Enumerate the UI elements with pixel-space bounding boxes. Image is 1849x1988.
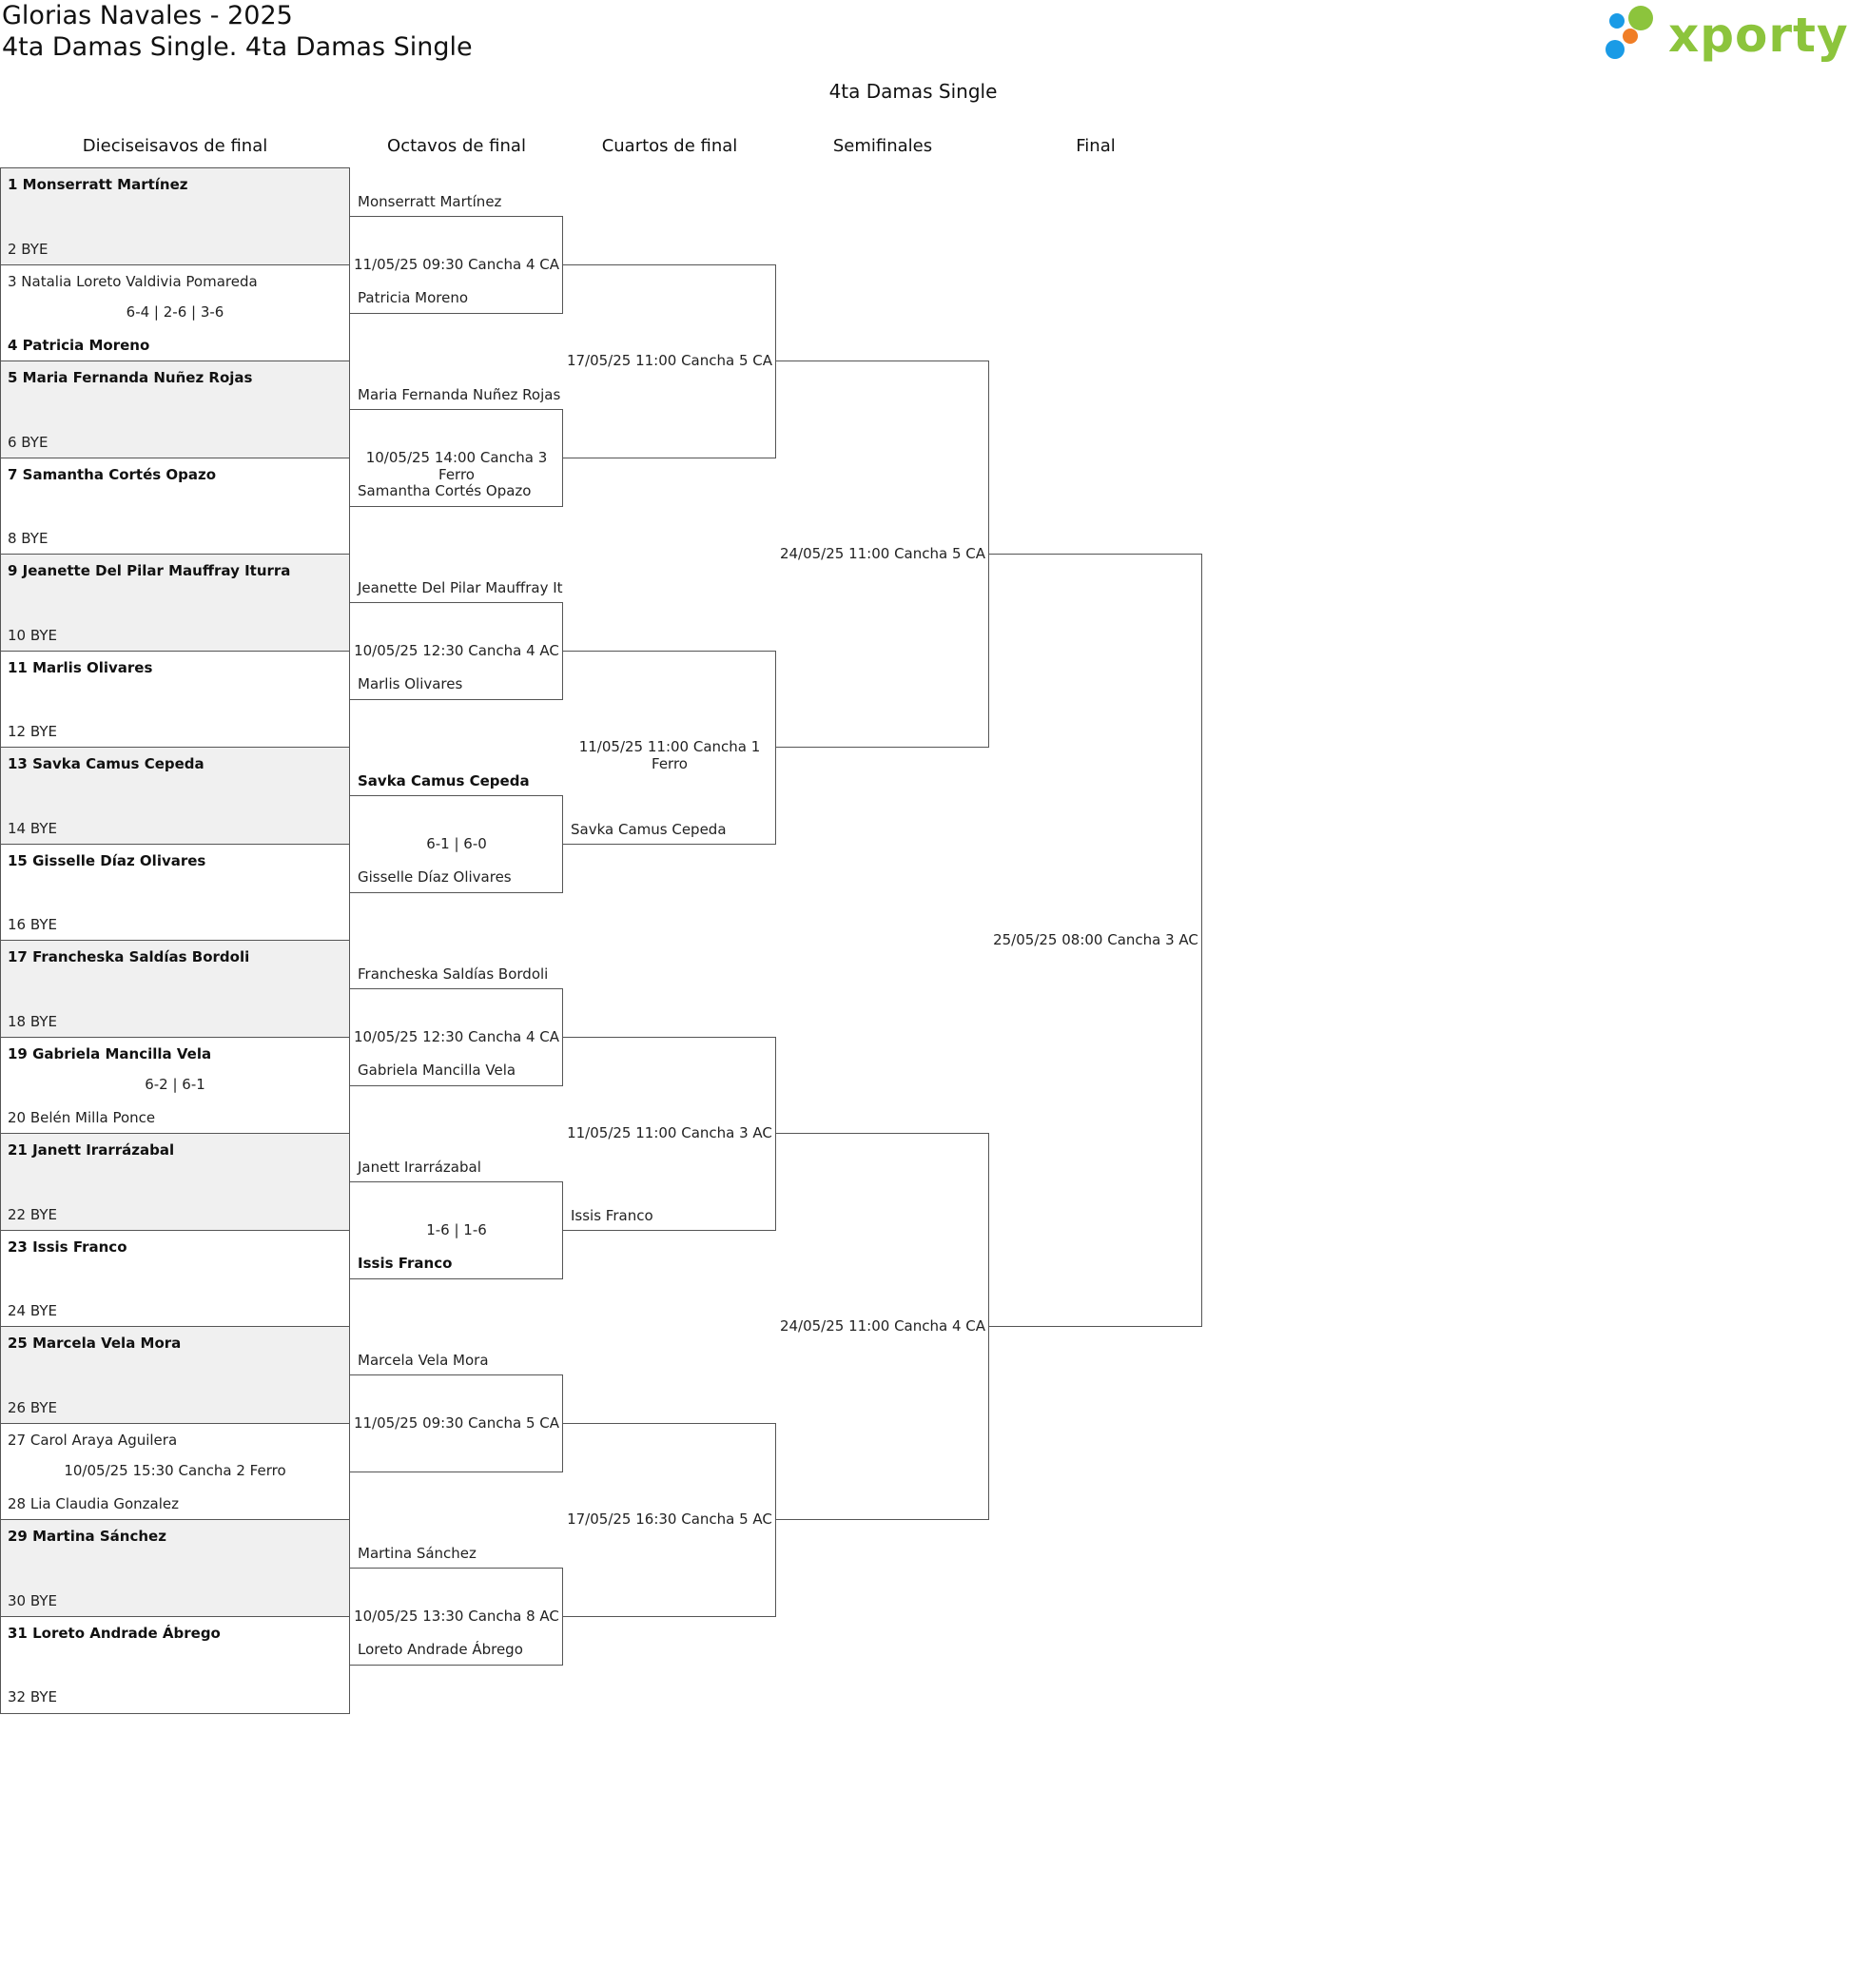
r8-player-bottom[interactable]: Loreto Andrade Ábrego [358, 1641, 523, 1658]
qf-match-info: 11/05/25 11:00 Cancha 1 Ferro [578, 738, 761, 772]
player-top[interactable]: 1 Monserratt Martínez [8, 176, 188, 193]
qf-player-bottom[interactable]: Issis Franco [571, 1207, 653, 1224]
sf-match-info: 24/05/25 11:00 Cancha 5 CA [779, 545, 986, 562]
player-bottom[interactable]: 14 BYE [8, 820, 57, 837]
player-top[interactable]: 9 Jeanette Del Pilar Mauffray Iturra [8, 562, 291, 579]
r8-player-bottom[interactable]: Samantha Cortés Opazo [358, 482, 532, 499]
r8-player-top[interactable]: Marcela Vela Mora [358, 1352, 489, 1369]
logo-dot-blue-large [1606, 40, 1625, 59]
player-top[interactable]: 27 Carol Araya Aguilera [8, 1432, 178, 1449]
player-bottom[interactable]: 24 BYE [8, 1302, 57, 1319]
player-top[interactable]: 13 Savka Camus Cepeda [8, 755, 204, 772]
player-bottom[interactable]: 6 BYE [8, 434, 49, 451]
r8-match-info: 11/05/25 09:30 Cancha 4 CA [353, 256, 560, 273]
r8-player-top[interactable]: Monserratt Martínez [358, 193, 502, 210]
logo-dot-orange [1623, 29, 1638, 44]
qf-player-bottom[interactable]: Savka Camus Cepeda [571, 821, 727, 838]
match-info: 6-2 | 6-1 [145, 1076, 205, 1093]
player-top[interactable]: 11 Marlis Olivares [8, 659, 153, 676]
match-info: 6-4 | 2-6 | 3-6 [126, 303, 224, 321]
player-bottom[interactable]: 8 BYE [8, 530, 49, 547]
player-bottom[interactable]: 30 BYE [8, 1592, 57, 1609]
player-top[interactable]: 23 Issis Franco [8, 1238, 127, 1256]
player-top[interactable]: 31 Loreto Andrade Ábrego [8, 1625, 221, 1642]
player-bottom[interactable]: 22 BYE [8, 1206, 57, 1223]
r8-match-info: 1-6 | 1-6 [426, 1221, 487, 1238]
player-top[interactable]: 19 Gabriela Mancilla Vela [8, 1045, 212, 1062]
r8-player-top[interactable]: Savka Camus Cepeda [358, 772, 530, 789]
logo-dot-blue-small [1609, 13, 1625, 29]
player-top[interactable]: 29 Martina Sánchez [8, 1528, 166, 1545]
r8-player-bottom[interactable]: Marlis Olivares [358, 675, 463, 692]
xporty-logo [1606, 0, 1849, 67]
r8-match-info: 10/05/25 12:30 Cancha 4 CA [353, 1028, 560, 1045]
sf-match-info: 24/05/25 11:00 Cancha 4 CA [779, 1317, 986, 1335]
r8-player-top[interactable]: Janett Irarrázabal [358, 1159, 481, 1176]
player-top[interactable]: 21 Janett Irarrázabal [8, 1141, 175, 1159]
player-bottom[interactable]: 2 BYE [8, 241, 49, 258]
r8-match-info: 10/05/25 12:30 Cancha 4 AC [354, 642, 559, 659]
r8-match-info: 10/05/25 14:00 Cancha 3 Ferro [365, 449, 548, 483]
qf-match-info: 17/05/25 16:30 Cancha 5 AC [567, 1510, 772, 1528]
round-header-r16: Dieciseisavos de final [82, 136, 268, 156]
player-top[interactable]: 5 Maria Fernanda Nuñez Rojas [8, 369, 253, 386]
player-bottom[interactable]: 10 BYE [8, 627, 57, 644]
tournament-title: Glorias Navales - 2025 [2, 1, 293, 30]
r8-player-top[interactable]: Jeanette Del Pilar Mauffray It [358, 579, 563, 596]
player-bottom[interactable]: 28 Lia Claudia Gonzalez [8, 1495, 179, 1512]
category-title: 4ta Damas Single. 4ta Damas Single [2, 32, 473, 62]
player-bottom[interactable]: 20 Belén Milla Ponce [8, 1109, 156, 1126]
player-bottom[interactable]: 32 BYE [8, 1688, 57, 1705]
player-top[interactable]: 15 Gisselle Díaz Olivares [8, 852, 206, 869]
r8-player-top[interactable]: Maria Fernanda Nuñez Rojas [358, 386, 561, 403]
player-top[interactable]: 17 Francheska Saldías Bordoli [8, 948, 250, 965]
r8-player-bottom[interactable]: Gabriela Mancilla Vela [358, 1062, 516, 1079]
player-top[interactable]: 25 Marcela Vela Mora [8, 1335, 182, 1352]
player-bottom[interactable]: 12 BYE [8, 723, 57, 740]
round-header-r8: Octavos de final [387, 136, 526, 156]
logo-dot-green [1628, 6, 1653, 30]
player-bottom[interactable]: 26 BYE [8, 1399, 57, 1416]
round-header-qf: Cuartos de final [601, 136, 738, 156]
player-top[interactable]: 7 Samantha Cortés Opazo [8, 466, 217, 483]
player-top[interactable]: 3 Natalia Loreto Valdivia Pomareda [8, 273, 258, 290]
round-header-final: Final [1076, 136, 1116, 156]
final-match-info: 25/05/25 08:00 Cancha 3 AC [993, 931, 1198, 948]
r8-player-bottom[interactable]: Patricia Moreno [358, 289, 469, 306]
player-bottom[interactable]: 18 BYE [8, 1013, 57, 1030]
qf-match-info: 11/05/25 11:00 Cancha 3 AC [567, 1124, 772, 1141]
player-bottom[interactable]: 16 BYE [8, 916, 57, 933]
r8-player-top[interactable]: Martina Sánchez [358, 1545, 477, 1562]
logo-text: xporty [1668, 8, 1849, 63]
r8-match-info: 10/05/25 13:30 Cancha 8 AC [354, 1608, 559, 1625]
r8-match-info: 6-1 | 6-0 [426, 835, 487, 852]
round-header-sf: Semifinales [832, 136, 933, 156]
player-bottom[interactable]: 4 Patricia Moreno [8, 337, 150, 354]
r8-match-info: 11/05/25 09:30 Cancha 5 CA [353, 1414, 560, 1432]
match-info: 10/05/25 15:30 Cancha 2 Ferro [64, 1462, 286, 1479]
r8-player-bottom[interactable]: Gisselle Díaz Olivares [358, 868, 512, 886]
bracket-title: 4ta Damas Single [828, 80, 998, 103]
r8-player-top[interactable]: Francheska Saldías Bordoli [358, 965, 549, 983]
r8-player-bottom[interactable]: Issis Franco [358, 1255, 453, 1272]
qf-match-info: 17/05/25 11:00 Cancha 5 CA [566, 352, 773, 369]
